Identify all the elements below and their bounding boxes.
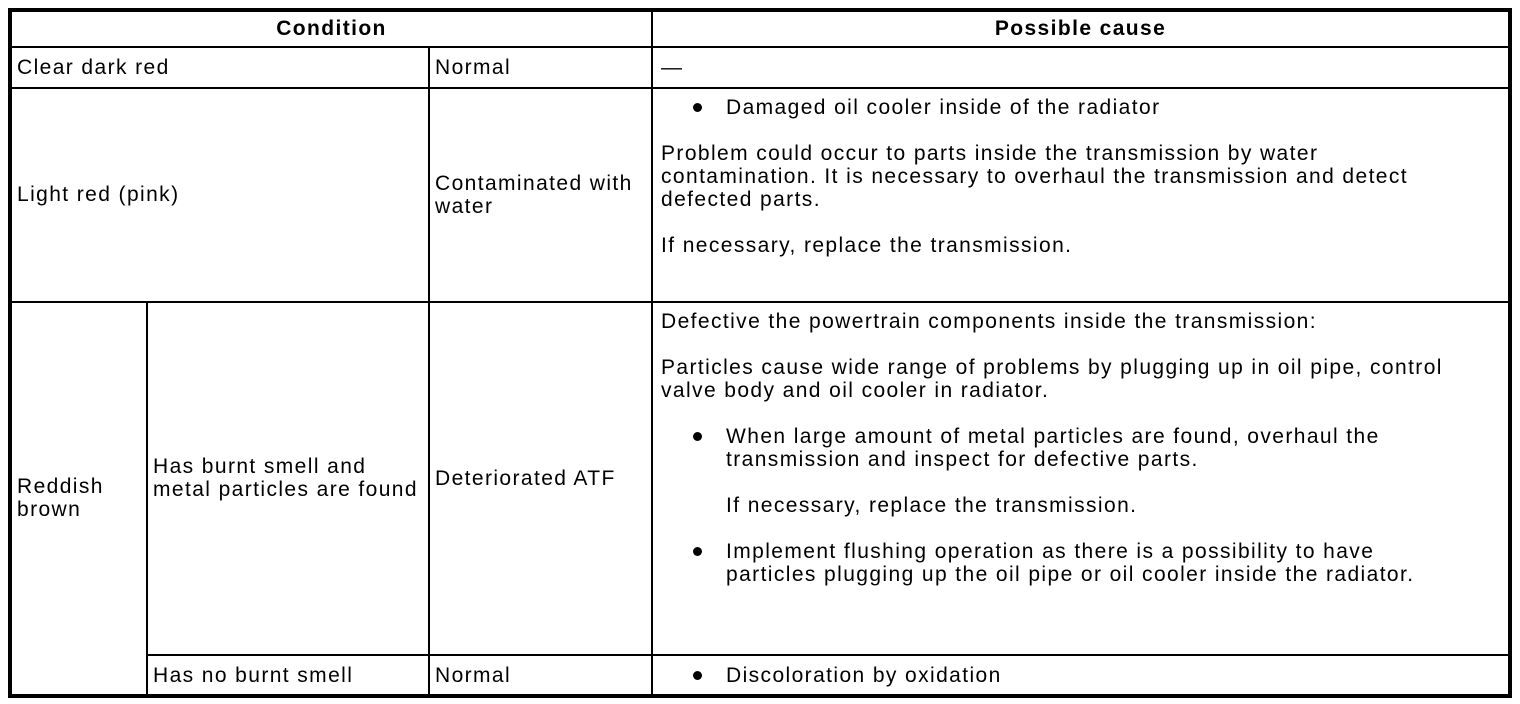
bullet-icon: [693, 547, 702, 556]
possible-cause-cell: [652, 655, 1510, 696]
paragraph: Particles cause wide range of problems by plugging up in oil pipe, control valve body and oil cooler in radiator.: [661, 355, 1443, 402]
table-row-reddish-brown-no-burnt: [10, 655, 1510, 696]
condition-column-header: Condition: [10, 10, 652, 47]
bullet-icon: [693, 432, 702, 441]
state-cell: Normal: [429, 655, 652, 696]
condition-sub-cell: Has burnt smell and metal particles are found: [147, 302, 429, 656]
possible-cause-column-header: Possible cause: [652, 10, 1510, 47]
paragraph: If necessary, replace the transmission.: [661, 234, 1073, 258]
header-row: [10, 10, 1510, 47]
bullet-item: [661, 96, 1458, 119]
state-cell: Normal: [429, 47, 652, 89]
condition-cell: Clear dark red: [10, 47, 429, 89]
bullet-item: [661, 425, 1458, 471]
paragraph: Defective the powertrain components inside the transmission:: [661, 309, 1317, 333]
state-cell: Deteriorated ATF: [429, 302, 652, 656]
bullet-item: [661, 540, 1458, 586]
paragraph: Problem could occur to parts inside the transmission by water contamination. It is necessary to overhaul the transmission and detect defected parts.: [661, 142, 1409, 212]
table-row-reddish-brown-burnt: [10, 302, 1510, 656]
bullet-text: Damaged oil cooler inside of the radiator: [726, 96, 1161, 120]
bullet-text: Implement flushing operation as there is a possibility to have particles plugging up the oil pipe or oil cooler inside the radiator.: [726, 539, 1415, 586]
condition-cell: Light red (pink): [10, 88, 429, 301]
possible-cause-cell: [652, 302, 1510, 656]
possible-cause-cell: [652, 47, 1510, 89]
bullet-text: Discoloration by oxidation: [726, 663, 1002, 687]
atf-condition-table: [8, 8, 1512, 698]
paragraph: —: [661, 56, 684, 80]
possible-cause-cell: [652, 88, 1510, 301]
condition-sub-cell: Has no burnt smell: [147, 655, 429, 696]
bullet-item: [661, 664, 1458, 687]
bullet-icon: [693, 671, 702, 680]
bullet-text: When large amount of metal particles are found, overhaul the transmission and inspect for defective parts.: [726, 424, 1380, 471]
paragraph: If necessary, replace the transmission.: [726, 493, 1138, 517]
table-row-light-red: [10, 88, 1510, 301]
table-row-clear-dark-red: [10, 47, 1510, 89]
condition-group-cell: Reddish brown: [10, 302, 147, 697]
bullet-icon: [693, 103, 702, 112]
state-cell: Contaminated with water: [429, 88, 652, 301]
